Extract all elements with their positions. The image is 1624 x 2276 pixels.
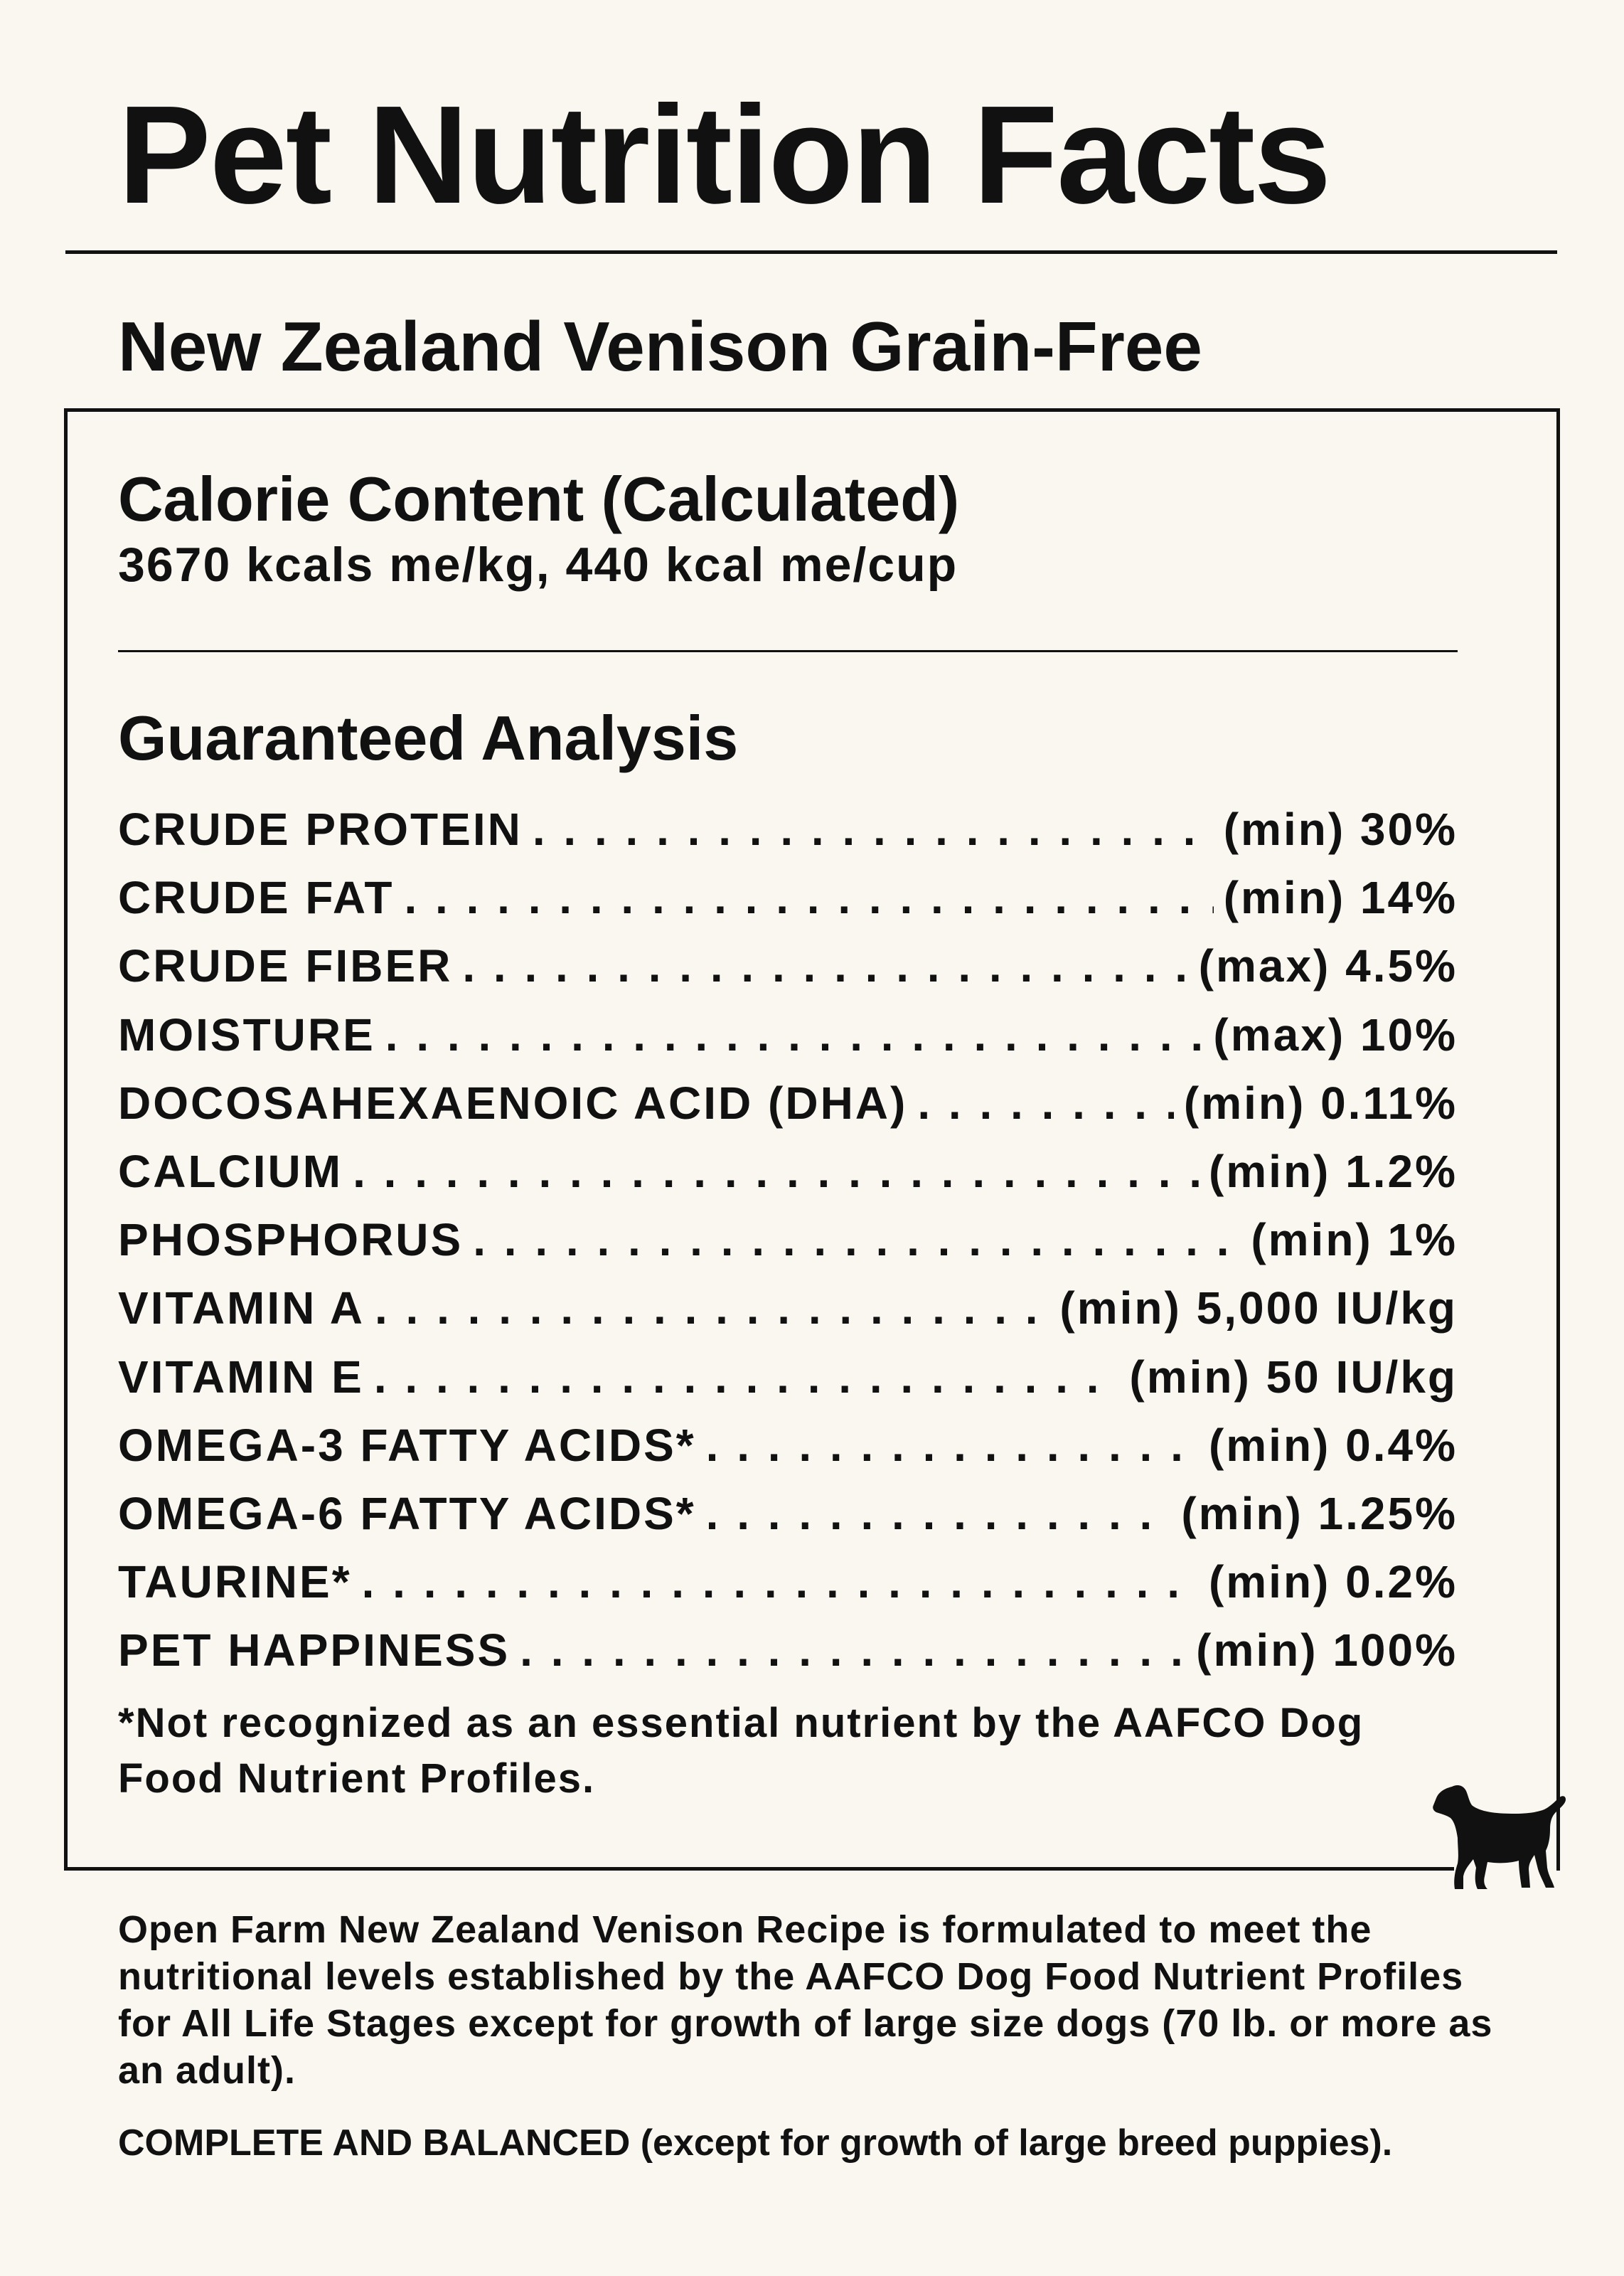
- nutrient-value: (min) 0.2%: [1208, 1556, 1458, 1608]
- nutrient-value: (min) 1.2%: [1208, 1145, 1458, 1197]
- analysis-row: [118, 1274, 1458, 1342]
- nutrient-value: (min) 50 IU/kg: [1129, 1351, 1458, 1403]
- analysis-row: [118, 1069, 1458, 1137]
- nutrient-name: DOCOSAHEXAENOIC ACID (DHA): [118, 1077, 908, 1129]
- dog-silhouette-icon: [1429, 1770, 1569, 1895]
- analysis-row: [118, 1479, 1458, 1548]
- nutrient-value: (max) 4.5%: [1198, 940, 1458, 992]
- analysis-row: [118, 1548, 1458, 1616]
- nutrient-value: (min) 14%: [1223, 872, 1458, 924]
- guaranteed-analysis-list: [118, 795, 1458, 1684]
- dot-leader: [375, 1274, 1049, 1342]
- analysis-row: [118, 1137, 1458, 1206]
- nutrient-value: (min) 1.25%: [1181, 1487, 1458, 1539]
- nutrient-name: CRUDE FIBER: [118, 940, 453, 992]
- nutrient-name: CRUDE FAT: [118, 872, 395, 924]
- analysis-row: [118, 1001, 1458, 1069]
- dot-leader: [520, 1616, 1186, 1684]
- nutrient-name: CRUDE PROTEIN: [118, 804, 523, 855]
- analysis-row: [118, 1343, 1458, 1411]
- nutrient-value: (max) 10%: [1213, 1009, 1458, 1060]
- panel-bottom-divider: [64, 1867, 1454, 1871]
- nutrient-name: OMEGA-6 FATTY ACIDS*: [118, 1487, 696, 1539]
- dot-leader: [917, 1069, 1174, 1137]
- calorie-content-value: 3670 kcals me/kg, 440 kcal me/cup: [118, 538, 958, 592]
- analysis-row: [118, 932, 1458, 1000]
- nutrient-value: (min) 0.4%: [1208, 1419, 1458, 1471]
- dot-leader: [462, 932, 1188, 1000]
- analysis-row: [118, 863, 1458, 932]
- nutrient-value: (min) 30%: [1223, 804, 1458, 855]
- complete-and-balanced-statement: COMPLETE AND BALANCED (except for growth of large breed puppies).: [118, 2122, 1393, 2164]
- aafco-statement: Open Farm New Zealand Venison Recipe is formulated to meet the nutritional levels established by the AAFCO Dog Food Nutrient Profiles for All Life Stages except for growth of large size dogs (70 lb. or more as an adult).: [118, 1908, 1493, 2092]
- analysis-row: [118, 795, 1458, 863]
- dot-leader: [353, 1137, 1199, 1206]
- dot-leader: [362, 1548, 1199, 1616]
- nutrient-name: PHOSPHORUS: [118, 1214, 464, 1266]
- nutrient-name: OMEGA-3 FATTY ACIDS*: [118, 1419, 696, 1471]
- product-name: New Zealand Venison Grain-Free: [118, 307, 1202, 385]
- dot-leader: [473, 1206, 1241, 1274]
- nutrient-value: (min) 5,000 IU/kg: [1059, 1282, 1458, 1334]
- nutrient-value: (min) 1%: [1251, 1214, 1458, 1266]
- nutrient-value: (min) 0.11%: [1183, 1077, 1458, 1129]
- calorie-content-heading: Calorie Content (Calculated): [118, 464, 960, 534]
- nutrient-name: TAURINE*: [118, 1556, 352, 1608]
- analysis-footnote: *Not recognized as an essential nutrient by the AAFCO Dog Food Nutrient Profiles.: [118, 1700, 1364, 1802]
- dot-leader: [706, 1411, 1199, 1479]
- section-divider: [118, 650, 1458, 652]
- analysis-row: [118, 1616, 1458, 1684]
- title-divider: [65, 250, 1557, 254]
- dot-leader: [706, 1479, 1172, 1548]
- nutrient-name: VITAMIN E: [118, 1351, 364, 1403]
- dot-leader: [533, 795, 1214, 863]
- nutrient-name: VITAMIN A: [118, 1282, 365, 1334]
- analysis-row: [118, 1411, 1458, 1479]
- analysis-row: [118, 1206, 1458, 1274]
- nutrient-name: MOISTURE: [118, 1009, 375, 1060]
- dot-leader: [374, 1343, 1120, 1411]
- guaranteed-analysis-heading: Guaranteed Analysis: [118, 703, 739, 773]
- dot-leader: [404, 863, 1213, 932]
- nutrient-name: PET HAPPINESS: [118, 1624, 511, 1676]
- nutrient-name: CALCIUM: [118, 1145, 343, 1197]
- dot-leader: [385, 1001, 1204, 1069]
- page-title: Pet Nutrition Facts: [118, 77, 1330, 233]
- nutrient-value: (min) 100%: [1196, 1624, 1458, 1676]
